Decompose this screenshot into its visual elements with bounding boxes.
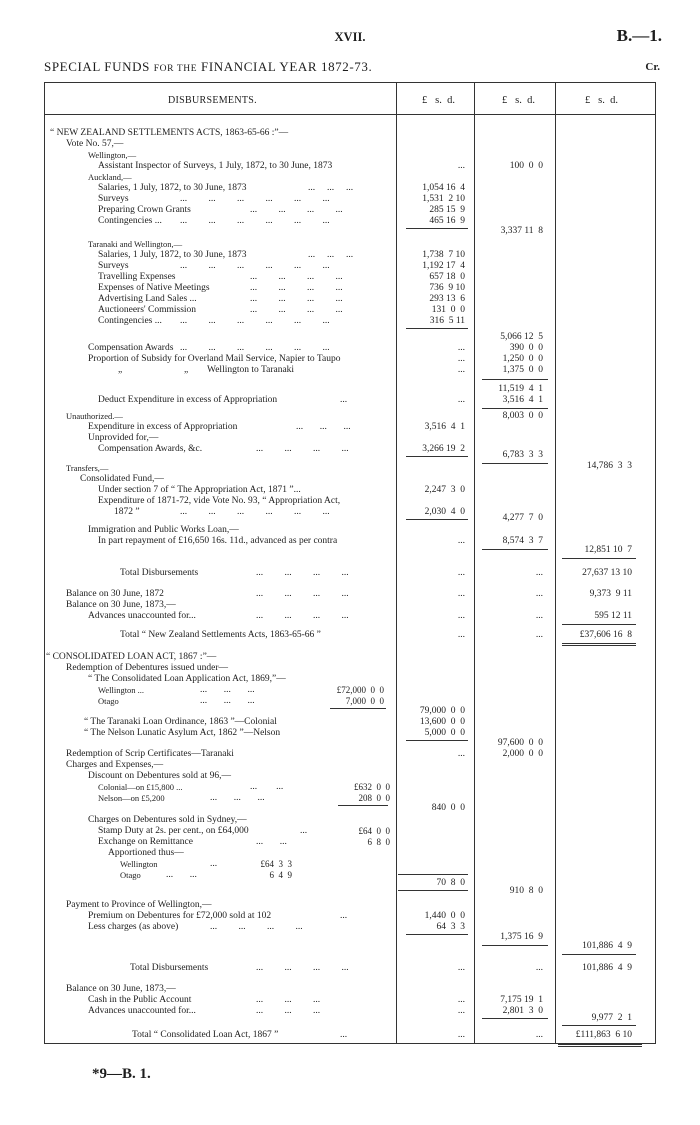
sub-amount: £64 3 3 xyxy=(260,859,292,869)
row-text: Under section 7 of “ The Appropriation Act, 1871 ”... xyxy=(98,485,301,495)
amount-col-2: 2,000 0 0 xyxy=(502,749,543,759)
amount-col-2: 100 0 0 xyxy=(509,161,543,171)
sum-rule xyxy=(398,890,468,891)
sum-rule xyxy=(482,945,548,946)
row-text: Wellington,— xyxy=(88,150,137,160)
row-text: Advances unaccounted for... xyxy=(88,1006,196,1016)
row-text: Balance on 30 June, 1873,— xyxy=(66,984,176,994)
row-text: Otago xyxy=(98,696,119,706)
leader-dots: ... ... ... ... xyxy=(250,305,343,315)
amount-col-3: 595 12 11 xyxy=(594,611,632,621)
money-header-2: £ s. d. xyxy=(502,95,535,106)
amount-col-3: £37,606 16 8 xyxy=(579,630,632,640)
row-text: Wellington ... xyxy=(98,685,145,695)
total-rule xyxy=(562,643,636,646)
leader-dots: ... ... ... ... xyxy=(250,272,343,282)
amount-col-1: ... xyxy=(457,161,465,171)
row-text: Balance on 30 June, 1873,— xyxy=(66,600,176,610)
sub-amount: 7,000 0 0 xyxy=(345,696,384,706)
row-text: Preparing Crown Grants xyxy=(98,205,191,215)
amount-col-2: 1,375 16 9 xyxy=(500,932,543,942)
amount-col-2: ... xyxy=(535,963,543,973)
amount-col-1: 70 8 0 xyxy=(436,878,465,888)
row-text: Unprovided for,— xyxy=(88,433,159,443)
sum-rule xyxy=(482,408,548,409)
amount-col-1: 840 0 0 xyxy=(431,803,465,813)
amount-col-3: 27,637 13 10 xyxy=(582,568,632,578)
sum-rule xyxy=(562,558,636,559)
sum-rule xyxy=(398,874,468,875)
row-text: Auctioneers' Commission xyxy=(98,305,197,315)
leader-dots: ... ... ... ... ... ... xyxy=(180,261,330,271)
leader-dots: ... ... ... xyxy=(200,696,255,706)
amount-col-1: 293 13 6 xyxy=(429,294,465,304)
leader-dots: ... ... ... ... xyxy=(250,205,343,215)
disbursements-header: DISBURSEMENTS. xyxy=(168,95,257,106)
total-rule xyxy=(558,1044,642,1047)
amount-col-1: 2,030 4 0 xyxy=(424,507,465,517)
sum-rule xyxy=(406,328,468,329)
amount-col-1: ... xyxy=(457,354,465,364)
amount-col-2: 7,175 19 1 xyxy=(500,995,543,1005)
sub-amount: 208 0 0 xyxy=(358,793,390,803)
row-total: Total “ New Zealand Settlements Acts, 1863-65-66 ” xyxy=(120,630,321,640)
section-heading: “ CONSOLIDATED LOAN ACT, 1867 :”— xyxy=(46,652,217,662)
sub-amount: £632 0 0 xyxy=(354,782,390,792)
sum-rule xyxy=(562,954,636,955)
amount-col-2: 11,519 4 1 xyxy=(498,384,543,394)
sum-rule xyxy=(562,1025,636,1026)
amount-col-1: ... xyxy=(457,1030,465,1040)
leader-dots: ... ... ... xyxy=(256,995,321,1005)
row-text: Contingencies ... xyxy=(98,216,162,226)
amount-col-1: 465 16 9 xyxy=(429,216,465,226)
page-footer: *9—B. 1. xyxy=(92,1066,151,1082)
row-text: Discount on Debentures sold at 96,— xyxy=(88,771,232,781)
amount-col-1: 1,531 2 10 xyxy=(422,194,465,204)
row-text: Expenditure in excess of Appropriation xyxy=(88,422,238,432)
leader-dots: ... ... ... ... ... ... xyxy=(180,216,330,226)
amount-col-2: 910 8 0 xyxy=(509,886,543,896)
money-header-3: £ s. d. xyxy=(585,95,618,106)
amount-col-2: 97,600 0 0 xyxy=(497,738,543,748)
leader-dots: ... ... ... ... xyxy=(256,963,349,973)
leader-dots: ... xyxy=(340,1030,348,1040)
row-text: Colonial—on £15,800 ... xyxy=(98,782,183,792)
row-text: Redemption of Scrip Certificates—Taranaki xyxy=(66,749,234,759)
row-text: “ The Nelson Lunatic Asylum Act, 1862 ”—Nelson xyxy=(84,728,281,738)
amount-col-1: 64 3 3 xyxy=(436,922,465,932)
amount-col-2: 8,574 3 7 xyxy=(502,536,543,546)
row-text: Redemption of Debentures issued under— xyxy=(66,663,228,673)
row-text: 1872 ” xyxy=(114,507,140,517)
row-text: Advances unaccounted for... xyxy=(88,611,196,621)
section-heading: “ NEW ZEALAND SETTLEMENTS ACTS, 1863-65-66 :”— xyxy=(50,128,289,138)
amount-col-1: ... xyxy=(457,343,465,353)
amount-col-1: 13,600 0 0 xyxy=(419,717,465,727)
amount-col-1: 2,247 3 0 xyxy=(424,485,465,495)
credit-side-label: Cr. xyxy=(645,61,660,73)
amount-col-1: 5,000 0 0 xyxy=(424,728,465,738)
leader-dots: ... ... ... xyxy=(296,422,351,432)
leader-dots: ... ... ... ... xyxy=(210,922,303,932)
row-text: Charges on Debentures sold in Sydney,— xyxy=(88,815,247,825)
amount-col-1: 3,266 19 2 xyxy=(422,444,465,454)
row-text: Unauthorized.— xyxy=(66,411,123,421)
amount-col-1: ... xyxy=(457,630,465,640)
amount-col-1: ... xyxy=(457,589,465,599)
amount-col-3: 101,886 4 9 xyxy=(582,963,632,973)
row-text: Total Disbursements xyxy=(130,963,209,973)
row-text: In part repayment of £16,650 16s. 11d., advanced as per contra xyxy=(98,536,338,546)
leader-dots: ... xyxy=(340,911,348,921)
row-text: Taranaki and Wellington,— xyxy=(88,239,183,249)
row-text: Stamp Duty at 2s. per cent., on £64,000 xyxy=(98,826,249,836)
sum-rule xyxy=(562,624,636,625)
row-text: Otago xyxy=(120,870,141,880)
amount-col-1: ... xyxy=(457,365,465,375)
leader-dots: ... ... ... ... ... ... xyxy=(180,343,330,353)
document-reference: B.—1. xyxy=(616,26,662,45)
amount-col-2: ... xyxy=(535,1030,543,1040)
sum-rule xyxy=(406,228,468,229)
row-text: Travelling Expenses xyxy=(98,272,176,282)
row-text: Total Disbursements xyxy=(120,568,199,578)
row-text: Expenses of Native Meetings xyxy=(98,283,210,293)
sum-rule xyxy=(482,463,548,464)
leader-dots: ... ... ... ... ... ... xyxy=(180,316,330,326)
amount-col-2: 4,277 7 0 xyxy=(502,513,543,523)
row-text: “ The Taranaki Loan Ordinance, 1863 ”—Colonial xyxy=(84,717,277,727)
row-text: Compensation Awards xyxy=(88,343,174,353)
amount-col-2: 6,783 3 3 xyxy=(502,450,543,460)
sum-rule xyxy=(482,1018,548,1019)
leader-dots: ... ... ... xyxy=(200,685,255,695)
column-rule-2 xyxy=(474,82,475,1044)
sub-amount: £72,000 0 0 xyxy=(336,685,384,695)
amount-col-2: 5,066 12 5 xyxy=(500,332,543,342)
column-rule-3 xyxy=(555,82,556,1044)
leader-dots: ... ... ... ... xyxy=(250,294,343,304)
sub-amount: £64 0 0 xyxy=(358,826,390,836)
row-text: Proportion of Subsidy for Overland Mail Service, Napier to Taupo xyxy=(88,354,341,364)
sub-amount: 6 8 0 xyxy=(367,837,390,847)
amount-col-3: 101,886 4 9 xyxy=(582,941,632,951)
amount-col-1: 657 18 0 xyxy=(429,272,465,282)
amount-col-2: 2,801 3 0 xyxy=(502,1006,543,1016)
page-number: XVII. xyxy=(334,30,366,44)
leader-dots: ... ... ... ... xyxy=(256,568,349,578)
header-divider xyxy=(44,114,656,115)
row-text: Advertising Land Sales ... xyxy=(98,294,197,304)
leader-dots: ... ... xyxy=(166,870,197,880)
amount-col-1: 1,738 7 10 xyxy=(422,250,465,260)
amount-col-1: ... xyxy=(457,611,465,621)
leader-dots: ... ... ... xyxy=(256,1006,321,1016)
leader-dots: ... ... ... xyxy=(308,183,354,193)
row-text: „ „ Wellington to Taranaki xyxy=(118,365,295,375)
row-text: “ The Consolidated Loan Application Act, 1869,”— xyxy=(88,674,286,684)
amount-col-3: 9,977 2 1 xyxy=(591,1013,632,1023)
amount-col-1: 316 5 11 xyxy=(429,316,465,326)
amount-col-3: 12,851 10 7 xyxy=(584,545,632,555)
amount-col-1: ... xyxy=(457,963,465,973)
row-text: Salaries, 1 July, 1872, to 30 June, 1873 xyxy=(98,250,247,260)
leader-dots: ... xyxy=(340,395,348,405)
leader-dots: ... ... ... ... ... ... xyxy=(180,507,330,517)
sum-rule xyxy=(338,805,388,806)
amount-col-1: 1,054 16 4 xyxy=(422,183,465,193)
row-text: Consolidated Fund,— xyxy=(80,474,164,484)
leader-dots: ... ... ... ... ... ... xyxy=(180,194,330,204)
leader-dots: ... ... ... xyxy=(210,793,265,803)
row-text: Expenditure of 1871-72, vide Vote No. 93, “ Appropriation Act, xyxy=(98,496,341,506)
amount-col-1: ... xyxy=(457,536,465,546)
row-text: Transfers,— xyxy=(66,463,109,473)
amount-col-2: ... xyxy=(535,611,543,621)
amount-col-1: ... xyxy=(457,395,465,405)
row-text: Balance on 30 June, 1872 xyxy=(66,589,164,599)
row-text: Nelson—on £5,200 xyxy=(98,793,165,803)
amount-col-2: 390 0 0 xyxy=(509,343,543,353)
row-text: Charges and Expenses,— xyxy=(66,760,164,770)
sum-rule xyxy=(482,379,548,380)
amount-col-1: 131 0 0 xyxy=(431,305,465,315)
amount-col-2: 1,375 0 0 xyxy=(502,365,543,375)
amount-col-2: ... xyxy=(535,589,543,599)
leader-dots: ... ... ... ... xyxy=(250,283,343,293)
row-total: Total “ Consolidated Loan Act, 1867 ” xyxy=(132,1030,279,1040)
amount-col-1: 1,192 17 4 xyxy=(422,261,465,271)
row-text: Compensation Awards, &c. xyxy=(98,444,203,454)
sum-rule xyxy=(330,708,386,709)
sub-amount: 6 4 9 xyxy=(269,870,292,880)
amount-col-1: 79,000 0 0 xyxy=(419,706,465,716)
row-text: Salaries, 1 July, 1872, to 30 June, 1873 xyxy=(98,183,247,193)
row-text: Surveys xyxy=(98,194,129,204)
amount-col-2: 1,250 0 0 xyxy=(502,354,543,364)
amount-col-1: ... xyxy=(457,568,465,578)
row-text: Contingencies ... xyxy=(98,316,162,326)
leader-dots: ... ... xyxy=(250,782,284,792)
sum-rule xyxy=(406,519,468,520)
amount-col-1: 1,440 0 0 xyxy=(424,911,465,921)
row-text: Wellington xyxy=(120,859,158,869)
row-text: Apportioned thus— xyxy=(108,848,184,858)
leader-dots: ... ... ... ... xyxy=(256,611,349,621)
sum-rule xyxy=(406,456,468,457)
leader-dots: ... ... ... ... xyxy=(256,444,349,454)
amount-col-2: 3,516 4 1 xyxy=(502,395,543,405)
amount-col-1: ... xyxy=(457,1006,465,1016)
money-header-1: £ s. d. xyxy=(422,95,455,106)
row-text: Surveys xyxy=(98,261,129,271)
row-text: Deduct Expenditure in excess of Appropriation xyxy=(98,395,278,405)
sum-rule xyxy=(406,740,468,741)
amount-col-2: ... xyxy=(535,630,543,640)
amount-col-3: £111,863 6 10 xyxy=(575,1030,632,1040)
column-rule-1 xyxy=(396,82,397,1044)
row-text: Immigration and Public Works Loan,— xyxy=(88,525,239,535)
leader-dots: ... ... ... ... xyxy=(256,589,349,599)
amount-col-2: 3,337 11 8 xyxy=(500,226,543,236)
amount-col-1: 736 9 10 xyxy=(429,283,465,293)
row-text: Cash in the Public Account xyxy=(88,995,192,1005)
sum-rule xyxy=(482,549,548,550)
amount-col-3: 14,786 3 3 xyxy=(586,461,632,471)
row-text: Premium on Debentures for £72,000 sold at 102 xyxy=(88,911,272,921)
amount-col-3: 9,373 9 11 xyxy=(589,589,632,599)
leader-dots: ... xyxy=(300,826,308,836)
row-text: Exchange on Remittance xyxy=(98,837,193,847)
row-text: Vote No. 57,— xyxy=(66,139,124,149)
amount-col-1: 3,516 4 1 xyxy=(424,422,465,432)
page-title: SPECIAL FUNDS FOR THE FINANCIAL YEAR 1872-73. xyxy=(44,59,373,74)
amount-col-1: ... xyxy=(457,749,465,759)
row-text: Assistant Inspector of Surveys, 1 July, 1872, to 30 June, 1873 xyxy=(98,161,333,171)
amount-col-1: 285 15 9 xyxy=(429,205,465,215)
row-text: Payment to Province of Wellington,— xyxy=(66,900,212,910)
row-text: Auckland,— xyxy=(88,172,132,182)
leader-dots: ... xyxy=(210,859,218,869)
leader-dots: ... ... ... xyxy=(308,250,354,260)
amount-col-1: ... xyxy=(457,995,465,1005)
sum-rule xyxy=(406,934,468,935)
amount-col-2: ... xyxy=(535,568,543,578)
row-text: Less charges (as above) xyxy=(88,922,179,932)
amount-col-2: 8,003 0 0 xyxy=(502,411,543,421)
leader-dots: ... ... xyxy=(256,837,287,847)
